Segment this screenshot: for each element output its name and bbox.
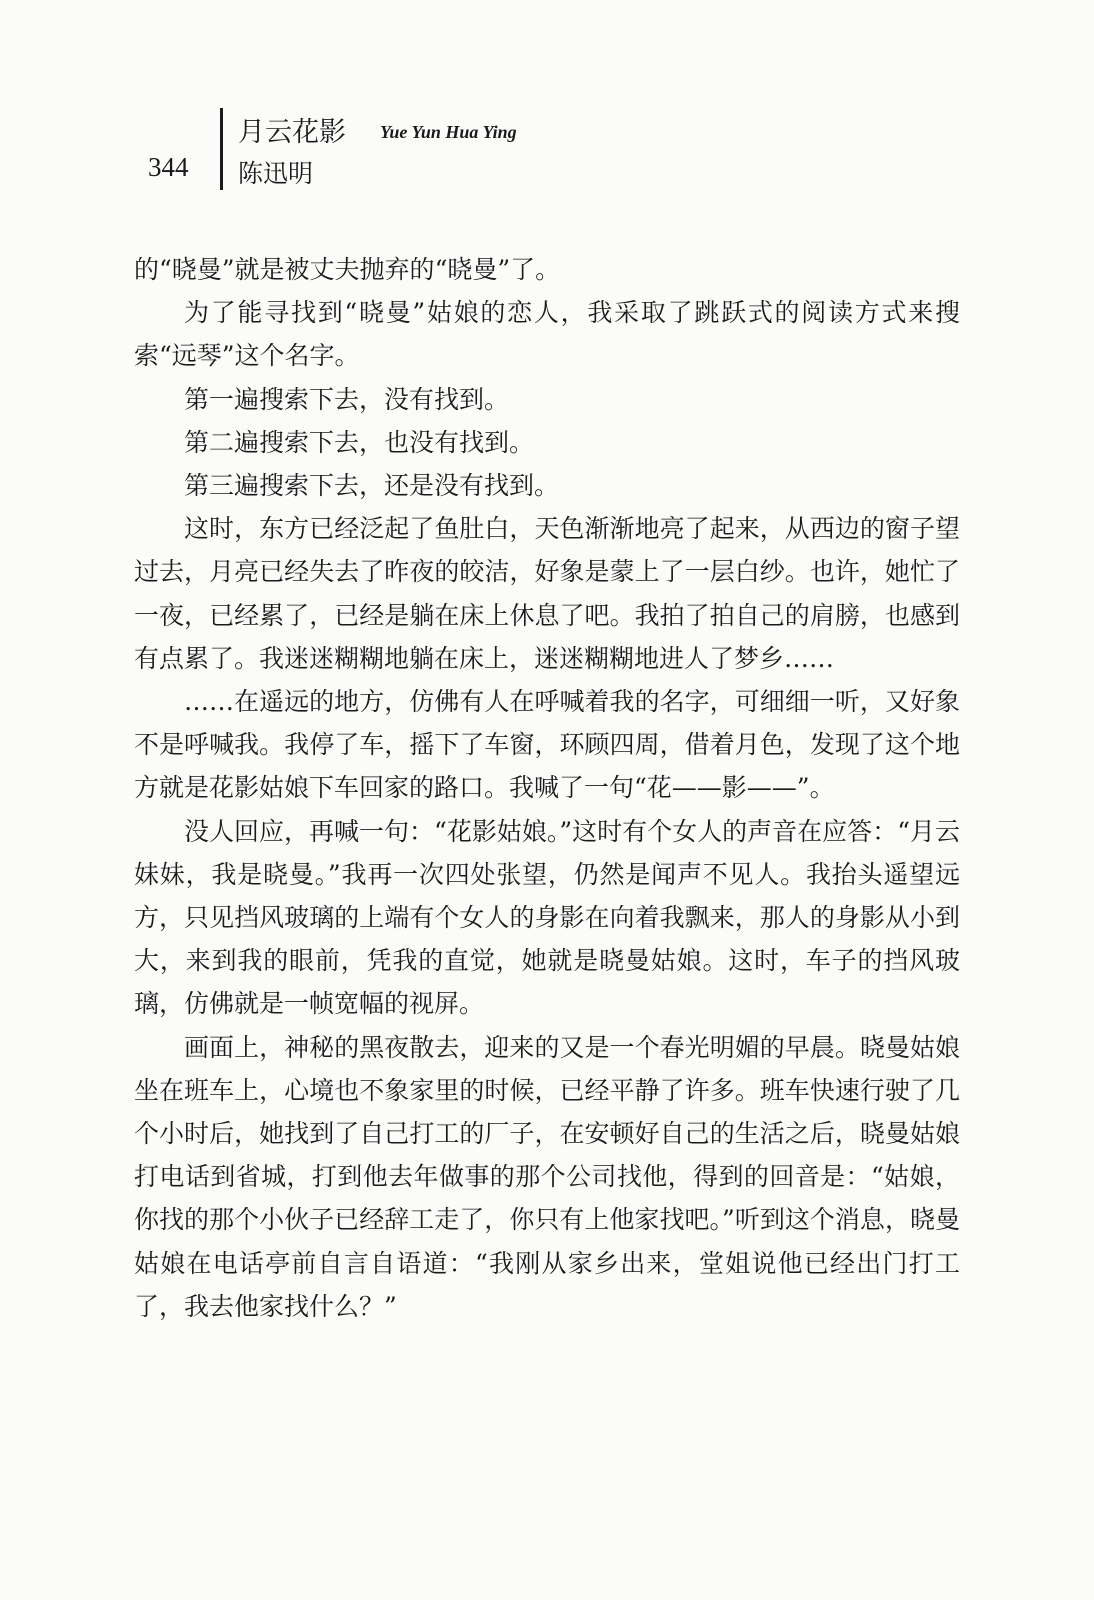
paragraph-8: 没人回应，再喊一句：“花影姑娘。”这时有个女人的声音在应答：“月云妹妹，我是晓曼。”我再一次四处张望，仍然是闻声不见人。我抬头遥望远方，只见挡风玻璃的上端有个女人的身影在向着我飘来，那人的身影从小到大，来到我的眼前，凭我的直觉，她就是晓曼姑娘。这时，车子的挡风玻璃，仿佛就是一帧宽幅的视屏。 <box>134 816 960 1019</box>
page-number: 344 <box>148 152 189 182</box>
paragraph-6: 这时，东方已经泛起了鱼肚白，天色渐渐地亮了起来，从西边的窗子望过去，月亮已经失去了昨夜的皎洁，好象是蒙上了一层白纱。也许，她忙了一夜，已经累了，已经是躺在床上休息了吧。我拍了拍自己的肩膀，也感到有点累了。我迷迷糊糊地躺在床上，迷迷糊糊地进人了梦乡…… <box>134 514 960 673</box>
paragraph-5: 第三遍搜索下去，还是没有找到。 <box>184 471 560 501</box>
book-title-pinyin: Yue Yun Hua Ying <box>380 122 517 142</box>
paragraph-4: 第二遍搜索下去，也没有找到。 <box>184 427 535 457</box>
paragraph-1: 的“晓曼”就是被丈夫抛弃的“晓曼”了。 <box>134 255 561 284</box>
running-header <box>148 104 748 194</box>
paragraph-9: 画面上，神秘的黑夜散去，迎来的又是一个春光明媚的早晨。晓曼姑娘坐在班车上，心境也不象家里的时候，已经平静了许多。班车快速行驶了几个小时后，她找到了自己打工的厂子，在安顿好自己的生活之后，晓曼姑娘打电话到省城，打到他去年做事的那个公司找他，得到的回音是：“姑娘，你找的那个小伙子已经辞工走了，你只有上他家找吧。”听到这个消息，晓曼姑娘在电话亭前自言自语道：“我刚从家乡出来，堂姐说他已经出门打工了，我去他家找什么？” <box>134 1032 960 1321</box>
paragraph-3: 第一遍搜索下去，没有找到。 <box>184 384 510 414</box>
author-name: 陈迅明 <box>238 159 314 188</box>
body-text <box>134 248 960 1328</box>
paragraph-2: 为了能寻找到“晓曼”姑娘的恋人，我采取了跳跃式的阅读方式来搜索“远琴”这个名字。 <box>134 298 960 371</box>
book-title: 月云花影 <box>238 117 346 148</box>
header-divider <box>220 108 223 190</box>
paragraph-7: ……在遥远的地方，仿佛有人在呼喊着我的名字，可细细一听，又好象不是呼喊我。我停了车，摇下了车窗，环顾四周，借着月色，发现了这个地方就是花影姑娘下车回家的路口。我喊了一句“花——影——”。 <box>134 687 960 803</box>
